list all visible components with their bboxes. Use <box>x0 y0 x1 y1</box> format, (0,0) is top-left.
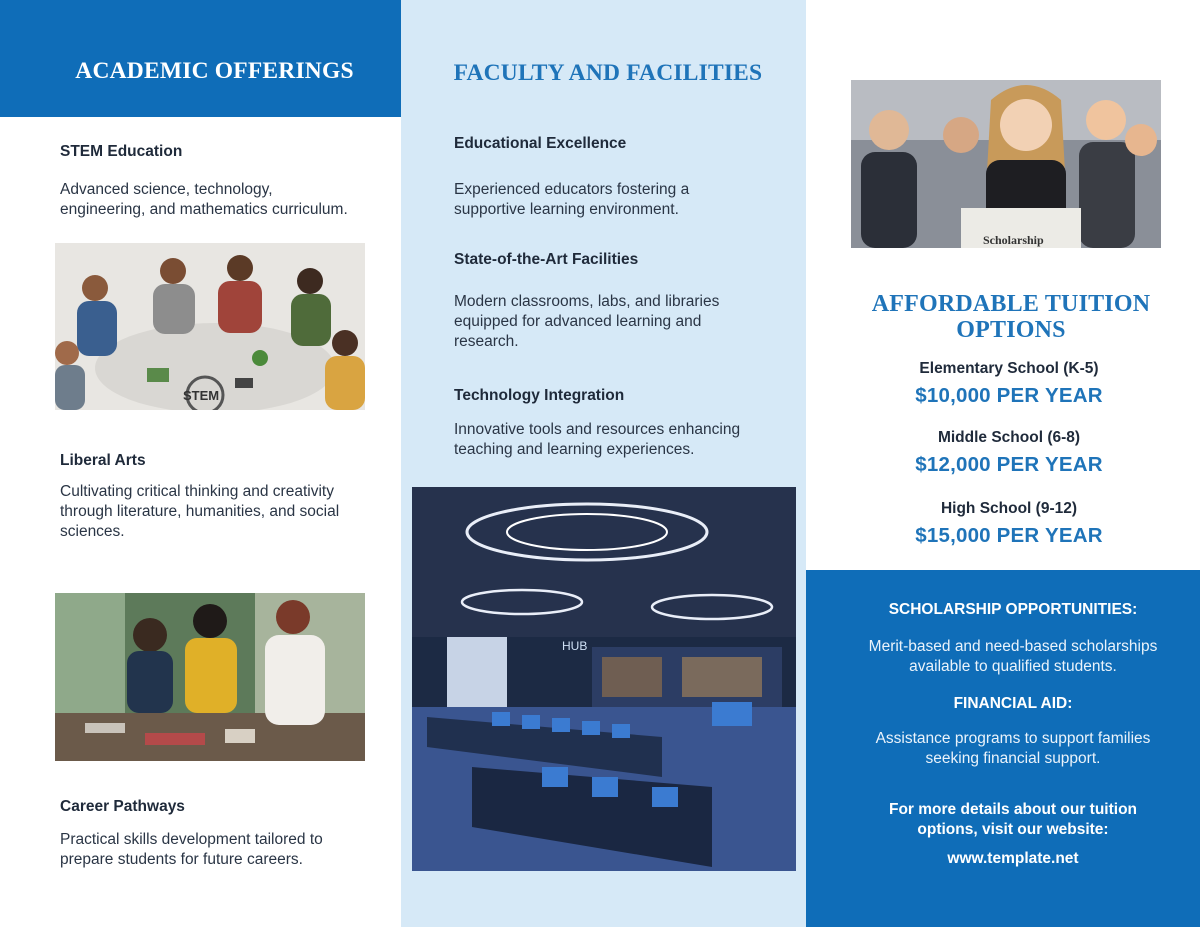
technology-integration-heading: Technology Integration <box>454 387 625 404</box>
stem-description-line: engineering, and mathematics curriculum. <box>60 201 348 218</box>
tuition-panel <box>806 0 1200 927</box>
educational-excellence-heading: Educational Excellence <box>454 135 627 152</box>
lab-photo-label: HUB <box>562 639 588 653</box>
liberal-arts-description <box>60 482 339 542</box>
tuition-level-price: $12,000 PER YEAR <box>915 453 1103 476</box>
computer-lab-photo <box>412 487 796 871</box>
stem-description <box>60 180 348 220</box>
technology-integration-line: teaching and learning experiences. <box>454 441 695 458</box>
career-pathways-description-line: prepare students for future careers. <box>60 851 303 868</box>
tuition-level-name: High School (9-12) <box>940 500 1078 517</box>
educational-excellence-line: supportive learning environment. <box>454 201 679 218</box>
technology-integration-description <box>454 420 740 460</box>
tuition-title-line: AFFORDABLE TUITION <box>871 291 1151 317</box>
tuition-title <box>846 291 1176 343</box>
students-crafting-photo <box>55 593 365 761</box>
facilities-line: Modern classrooms, labs, and libraries <box>454 293 720 310</box>
stem-students-photo <box>55 243 365 410</box>
more-details-line: For more details about our tuition <box>889 801 1137 818</box>
liberal-arts-description-line: through literature, humanities, and social <box>60 503 340 520</box>
educational-excellence-description <box>454 180 689 220</box>
facilities-heading: State-of-the-Art Facilities <box>454 251 639 268</box>
career-pathways-description <box>60 830 323 870</box>
faculty-facilities-panel <box>401 0 806 927</box>
technology-integration-line: Innovative tools and resources enhancing <box>454 421 741 438</box>
more-details-line: options, visit our website: <box>917 821 1109 838</box>
tuition-level-price: $10,000 PER YEAR <box>915 384 1103 407</box>
academic-offerings-panel <box>0 0 401 927</box>
scholarship-description <box>806 637 1200 677</box>
financial-aid-box <box>806 570 1200 927</box>
liberal-arts-heading: Liberal Arts <box>60 452 146 469</box>
educational-excellence-line: Experienced educators fostering a <box>454 181 690 198</box>
stem-heading: STEM Education <box>60 143 183 160</box>
stem-photo-label: STEM <box>183 388 220 403</box>
financial-aid-heading: FINANCIAL AID: <box>953 695 1073 712</box>
financial-aid-description-line: Assistance programs to support families <box>875 730 1151 747</box>
liberal-arts-description-line: Cultivating critical thinking and creativity <box>60 483 334 500</box>
financial-aid-description-line: seeking financial support. <box>925 750 1101 767</box>
tuition-level-name: Elementary School (K-5) <box>919 360 1099 377</box>
website-link[interactable]: www.template.net <box>947 850 1079 867</box>
facilities-line: equipped for advanced learning and <box>454 313 702 330</box>
faculty-facilities-title: FACULTY AND FACILITIES <box>453 60 763 86</box>
scholarship-description-line: Merit-based and need-based scholarships <box>868 638 1158 655</box>
financial-aid-description <box>806 729 1200 769</box>
stem-description-line: Advanced science, technology, <box>60 181 273 198</box>
scholarship-photo-label: Scholarship <box>983 233 1044 247</box>
scholarship-graduate-photo <box>851 80 1161 248</box>
scholarship-heading: SCHOLARSHIP OPPORTUNITIES: <box>888 601 1138 618</box>
facilities-line: research. <box>454 333 519 350</box>
career-pathways-description-line: Practical skills development tailored to <box>60 831 323 848</box>
academic-offerings-title: ACADEMIC OFFERINGS <box>75 58 354 84</box>
facilities-description <box>454 292 719 352</box>
liberal-arts-description-line: sciences. <box>60 523 125 540</box>
tuition-level-name: Middle School (6-8) <box>937 429 1081 446</box>
scholarship-description-line: available to qualified students. <box>909 658 1117 675</box>
tuition-title-line: OPTIONS <box>956 317 1066 343</box>
more-details-text <box>806 800 1200 840</box>
career-pathways-heading: Career Pathways <box>60 798 185 815</box>
tuition-level-price: $15,000 PER YEAR <box>915 524 1103 547</box>
